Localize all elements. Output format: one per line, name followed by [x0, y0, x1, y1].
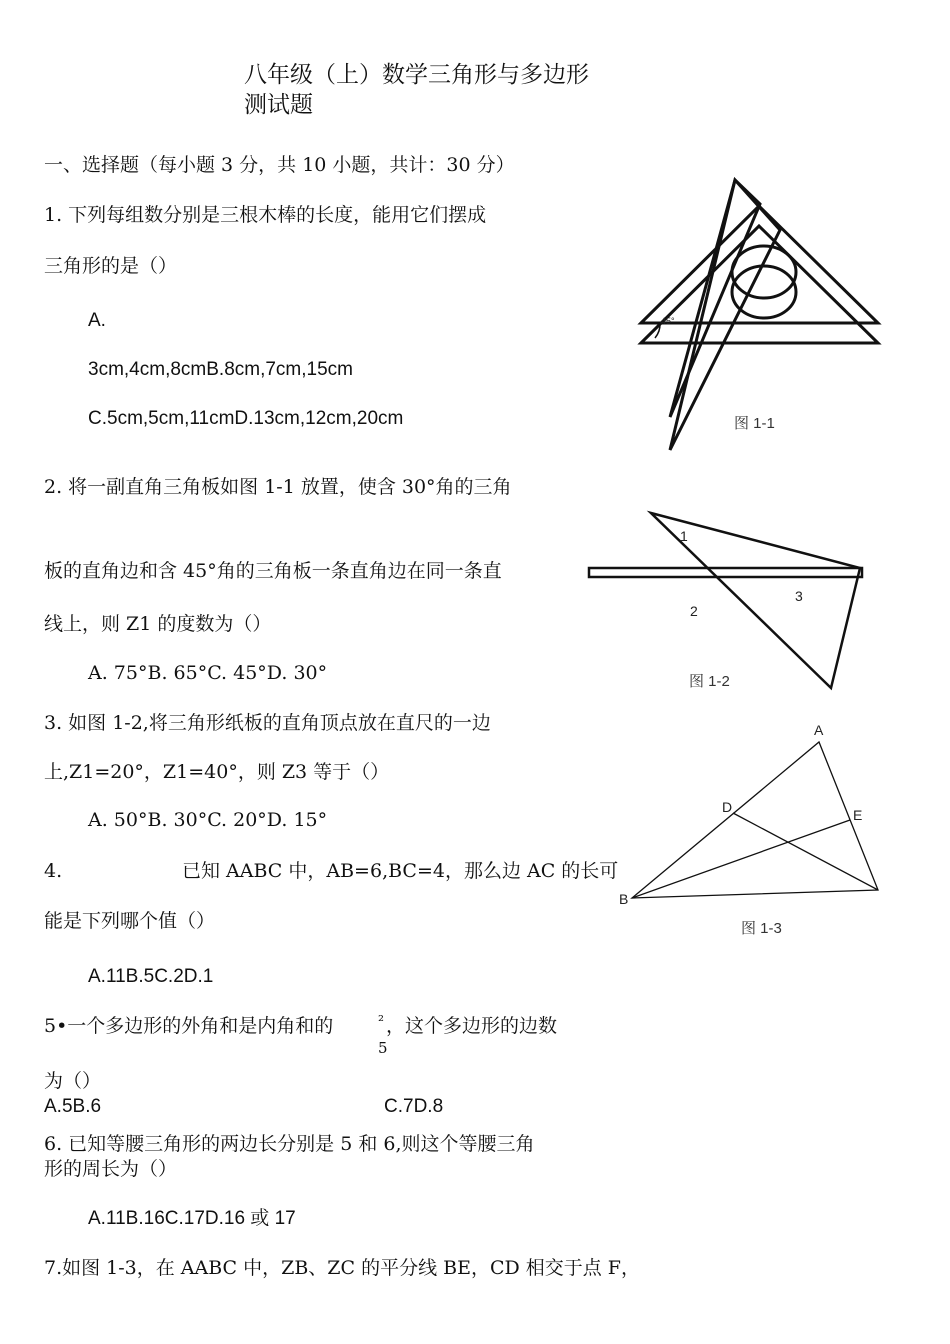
question-5-line1: 5•一个多边形的外角和是内角和的 [44, 1015, 334, 1037]
question-1-options-cd: C.5cm,5cm,11cmD.13cm,12cm,20cm [88, 408, 404, 429]
question-4-line1: 已知 AABC 中，AB=6,BC=4，那么边 AC 的长可 [182, 860, 619, 882]
question-1-line2: 三角形的是（） [44, 255, 178, 277]
question-5-line1-end: ，这个多边形的边数 [386, 1015, 558, 1037]
question-6-options: A.11B.16C.17D.16 或 17 [88, 1208, 296, 1229]
figure-1-2-caption: 图 1-2 [689, 673, 730, 690]
question-1-options-ab: 3cm,4cm,8cmB.8cm,7cm,15cm [88, 359, 353, 380]
figure-1-3-caption: 图 1-3 [741, 920, 782, 937]
question-5-line2: 为（） [44, 1070, 102, 1092]
question-3-line1: 3. 如图 1-2,将三角形纸板的直角顶点放在直尺的一边 [44, 712, 491, 734]
question-5-fraction-numerator: ² [378, 1012, 385, 1030]
question-2-options: A. 75°B. 65°C. 45°D. 30° [88, 662, 328, 684]
page-title-line2: 测试题 [244, 92, 313, 118]
triangle-abc [632, 742, 878, 898]
question-6-line2: 形的周长为（） [44, 1158, 178, 1180]
vertex-label-b: B [619, 891, 629, 907]
question-5-options-cd: C.7D.8 [384, 1096, 444, 1117]
angle-label-3: 3 [795, 588, 803, 604]
question-3-options: A. 50°B. 30°C. 20°D. 15° [88, 809, 328, 831]
question-4-options: A.11B.5C.2D.1 [88, 966, 214, 987]
question-2-line1: 2. 将一副直角三角板如图 1-1 放置，使含 30°角的三角 [44, 476, 512, 498]
angle-label-1: 1 [680, 528, 688, 544]
figure-1-1-caption: 图 1-1 [734, 415, 775, 432]
question-5-fraction-denominator: 5 [378, 1039, 388, 1057]
section-heading: 一、选择题（每小题 3 分，共 10 小题，共计：30 分） [44, 154, 515, 176]
page-title-line1: 八年级（上）数学三角形与多边形 [244, 62, 589, 88]
point-label-d: D [722, 799, 733, 815]
question-6-line1: 6. 已知等腰三角形的两边长分别是 5 和 6,则这个等腰三角 [44, 1133, 535, 1155]
question-5-options-ab: A.5B.6 [44, 1096, 102, 1117]
question-4-line2: 能是下列哪个值（） [44, 910, 216, 932]
angle-label-45: 45° [661, 316, 675, 326]
bisector-cd [733, 813, 878, 890]
vertex-label-a: A [814, 722, 824, 738]
question-3-line2: 上,Z1=20°，Z1=40°，则 Z3 等于（） [44, 761, 390, 783]
question-4-number: 4. [44, 860, 63, 882]
question-2-line2: 板的直角边和含 45°角的三角板一条直角边在同一条直 [44, 560, 502, 582]
angle-label-2: 2 [690, 603, 698, 619]
question-1-option-a: A. [88, 310, 106, 331]
question-1-line1: 1. 下列每组数分别是三根木棒的长度，能用它们摆成 [44, 204, 487, 226]
point-label-e: E [853, 807, 863, 823]
question-7-line1: 7.如图 1-3，在 AABC 中，ZB、ZC 的平分线 BE，CD 相交于点 F， [44, 1257, 640, 1279]
question-2-line3: 线上，则 Z1 的度数为（） [44, 613, 272, 635]
bisector-be [632, 820, 850, 898]
